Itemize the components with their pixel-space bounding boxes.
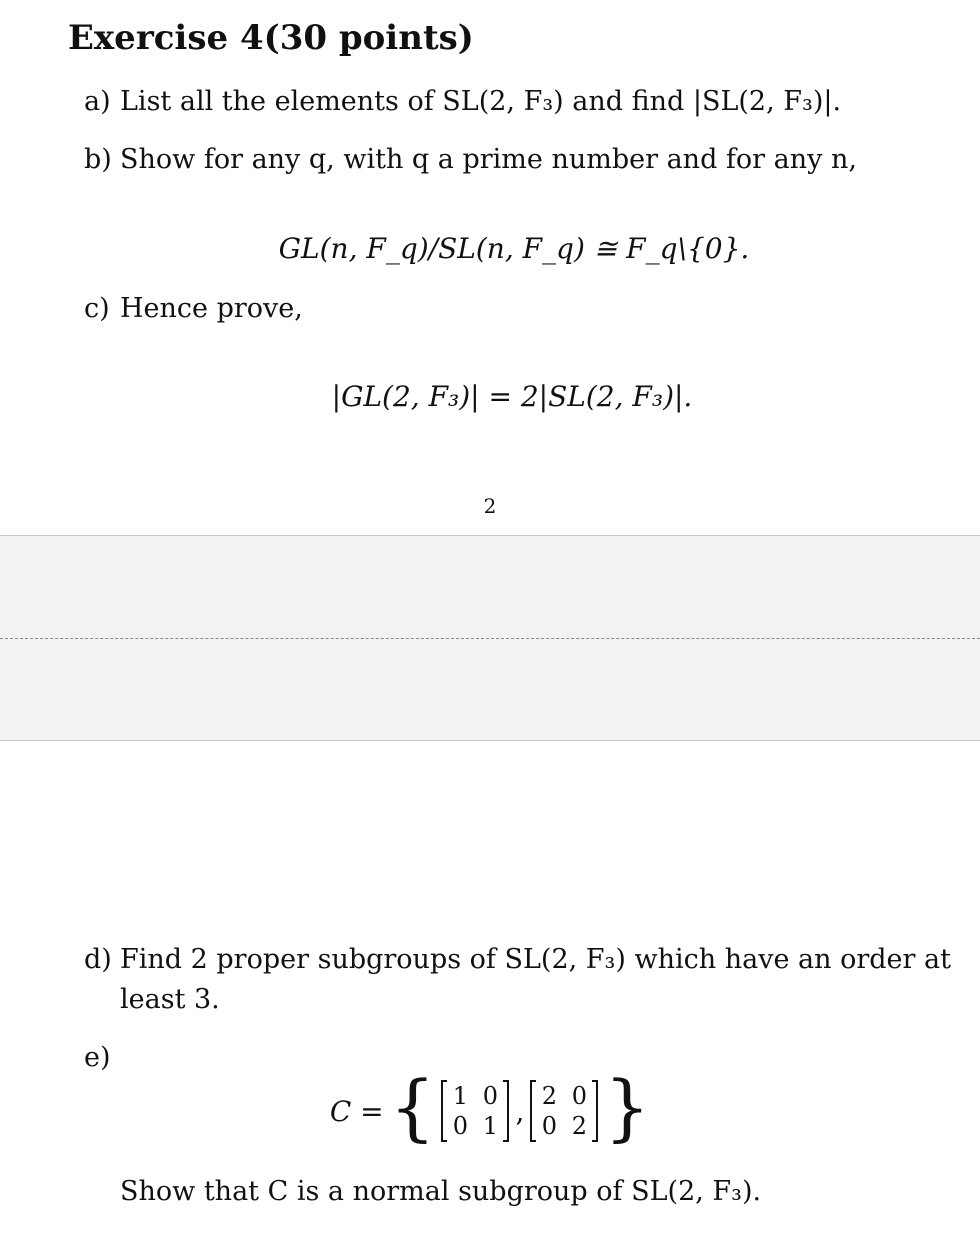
scalar-matrix: [530, 1080, 598, 1142]
item-d-text-2: least 3.: [120, 984, 220, 1015]
matrix-separator: ,: [515, 1094, 525, 1128]
matrix-cell: 2: [541, 1082, 557, 1110]
matrix-cell: 1: [482, 1112, 499, 1140]
page-break-dashed-line: [0, 638, 980, 639]
equation-b: GL(n, F_q)/SL(n, F_q) ≅ F_q\{0}.: [278, 232, 750, 265]
right-brace: }: [604, 1065, 651, 1149]
page-number: 2: [483, 494, 497, 518]
matrix-cell: 0: [541, 1112, 557, 1140]
item-a-text: List all the elements of SL(2, F₃) and find |SL(2, F₃)|.: [120, 86, 842, 117]
item-e-label: e): [84, 1042, 111, 1073]
item-a-label: a): [84, 86, 111, 117]
item-d-text: Find 2 proper subgroups of SL(2, F₃) which have an order at: [120, 944, 951, 975]
matrix-cell: 2: [571, 1112, 587, 1140]
item-b-text: Show for any q, with q a prime number and for any n,: [120, 144, 857, 175]
exercise-title: Exercise 4(30 points): [68, 18, 474, 58]
matrix-cell: 0: [452, 1112, 469, 1140]
item-e-text: Show that C is a normal subgroup of SL(2, F₃).: [120, 1176, 762, 1207]
matrix-cell: 1: [452, 1082, 469, 1110]
identity-matrix: [441, 1080, 509, 1142]
equation-e: [0, 1065, 980, 1149]
item-d-label: d): [84, 944, 112, 975]
matrix-cell: 0: [571, 1082, 587, 1110]
equation-c: |GL(2, F₃)| = 2|SL(2, F₃)|.: [331, 380, 693, 413]
matrix-cell: 0: [482, 1082, 499, 1110]
item-c-text: Hence prove,: [120, 293, 303, 324]
left-brace: {: [389, 1065, 436, 1149]
set-c-lhs: C =: [329, 1094, 384, 1128]
page-break-bottom-border: [0, 740, 980, 741]
item-c-label: c): [84, 293, 110, 324]
item-b-label: b): [84, 144, 112, 175]
